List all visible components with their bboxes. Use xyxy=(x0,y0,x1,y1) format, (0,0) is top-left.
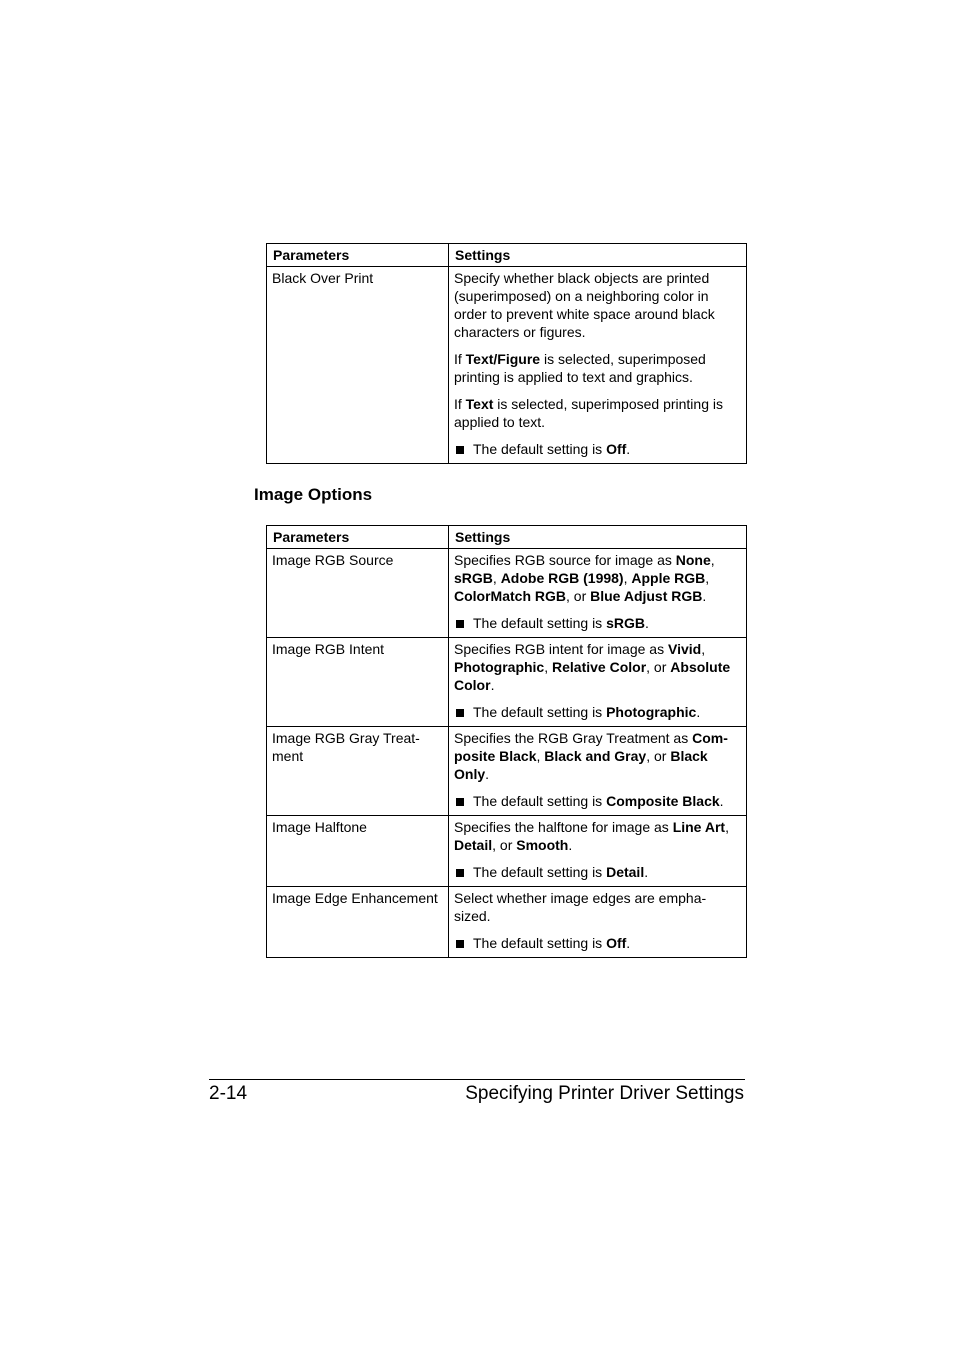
settings-paragraph: Select whether image edges are empha- sized. xyxy=(454,890,707,924)
table-row xyxy=(267,267,747,464)
table-body xyxy=(267,549,747,958)
parameters-header: Parameters xyxy=(267,526,449,549)
footer-divider xyxy=(209,1079,745,1080)
settings-cell xyxy=(449,816,747,887)
settings-header: Settings xyxy=(449,244,747,267)
bullet-square-icon xyxy=(456,869,464,877)
table-row xyxy=(267,638,747,727)
default-setting-note: The default setting is sRGB. xyxy=(454,614,741,632)
parameter-cell: Image Edge Enhancement xyxy=(267,887,449,958)
settings-paragraph: Specifies the RGB Gray Treatment as Com- posite Black, Black and Gray, or Black Only. xyxy=(454,730,728,782)
parameter-cell: Image RGB Source xyxy=(267,549,449,638)
bullet-square-icon xyxy=(456,940,464,948)
settings-cell xyxy=(449,727,747,816)
chapter-title: Specifying Printer Driver Settings xyxy=(465,1083,744,1104)
parameter-cell: Image RGB Intent xyxy=(267,638,449,727)
default-setting-note: The default setting is Photographic. xyxy=(454,703,741,721)
bullet-square-icon xyxy=(456,446,464,454)
parameters-header: Parameters xyxy=(267,244,449,267)
image-options-table xyxy=(266,525,747,958)
table-row xyxy=(267,887,747,958)
settings-paragraph: Specifies RGB source for image as None, sRGB, Adobe RGB (1998), Apple RGB, ColorMatch RGB, or Blue Adjust RGB. xyxy=(454,552,715,604)
settings-paragraph: If Text/Figure is selected, superimposed printing is applied to text and graphics. xyxy=(454,351,706,385)
settings-paragraph: Specifies the halftone for image as Line Art, Detail, or Smooth. xyxy=(454,819,729,853)
section-title: Image Options xyxy=(254,485,373,504)
table-header-row xyxy=(267,526,747,549)
table-row xyxy=(267,549,747,638)
settings-cell xyxy=(449,267,747,464)
default-setting-note: The default setting is Off. xyxy=(454,934,741,952)
table-row xyxy=(267,727,747,816)
default-setting-note: The default setting is Detail. xyxy=(454,863,741,881)
parameter-cell: Image Halftone xyxy=(267,816,449,887)
bullet-square-icon xyxy=(456,798,464,806)
settings-cell xyxy=(449,549,747,638)
settings-header: Settings xyxy=(449,526,747,549)
settings-paragraph: Specify whether black objects are printed (superimposed) on a neighboring color in order to prevent white space around black characters or figures. xyxy=(454,270,715,340)
default-setting-note: The default setting is Off. xyxy=(454,440,741,458)
bullet-square-icon xyxy=(456,620,464,628)
settings-paragraph: If Text is selected, superimposed printing is applied to text. xyxy=(454,396,723,430)
settings-paragraph: Specifies RGB intent for image as Vivid, Photographic, Relative Color, or Absolute Color. xyxy=(454,641,731,693)
parameter-cell: Black Over Print xyxy=(267,267,449,464)
table-header-row xyxy=(267,244,747,267)
bullet-square-icon xyxy=(456,709,464,717)
default-setting-note: The default setting is Composite Black. xyxy=(454,792,741,810)
table-body xyxy=(267,267,747,464)
table-row xyxy=(267,816,747,887)
settings-cell xyxy=(449,638,747,727)
page-number: 2-14 xyxy=(209,1083,248,1104)
black-over-print-table xyxy=(266,243,747,464)
settings-cell xyxy=(449,887,747,958)
parameter-cell: Image RGB Gray Treat- ment xyxy=(267,727,449,816)
